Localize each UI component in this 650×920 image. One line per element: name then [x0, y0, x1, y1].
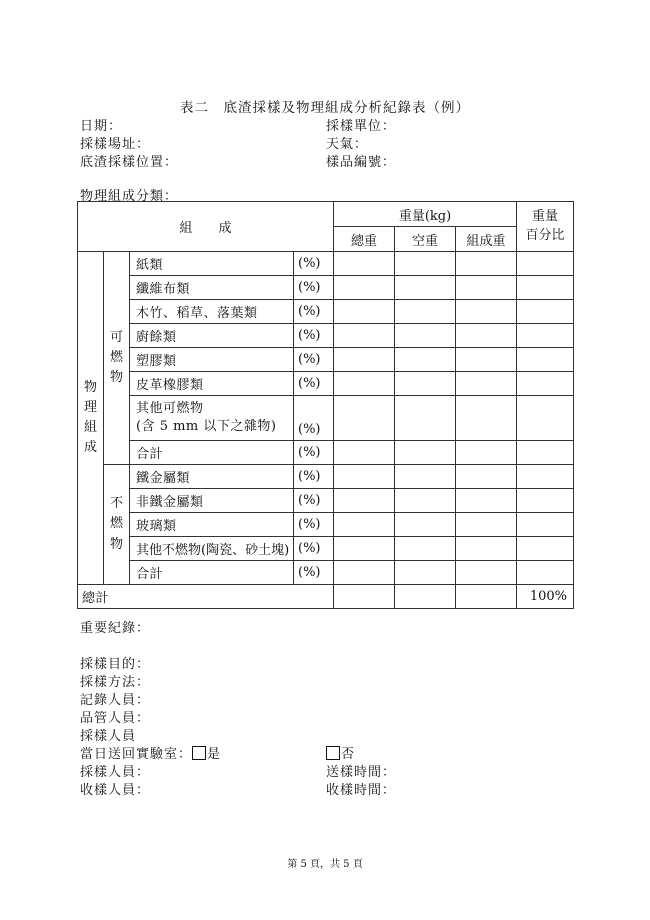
grand-total-percent: 100% [517, 585, 574, 609]
component-weight-header: 組成重 [456, 227, 517, 252]
weight-percent-line2: 百分比 [525, 227, 565, 243]
component-weight-cell[interactable] [456, 300, 517, 324]
sampling-site-label: 採樣場址： [80, 137, 151, 152]
combustible-item-name: 纖維布類 [130, 276, 294, 300]
sampler-label: 採樣人員： [80, 765, 151, 780]
receive-time-label: 收樣時間： [326, 783, 397, 798]
combustible-item-unit: (%) [294, 324, 334, 348]
combustible-item-name: 木竹、稻草、落葉類 [130, 300, 294, 324]
same-day-lab-row [80, 743, 221, 762]
total-weight-cell[interactable] [334, 300, 395, 324]
combustible-item-unit: (%) [294, 348, 334, 372]
component-weight-cell[interactable] [456, 585, 517, 609]
combustible-item-unit: (%) [294, 300, 334, 324]
sample-number-label: 樣品編號： [326, 155, 397, 170]
component-weight-cell[interactable] [456, 441, 517, 465]
total-weight-cell[interactable] [334, 561, 395, 585]
noncombustible-item-unit: (%) [294, 513, 334, 537]
component-weight-cell[interactable] [456, 372, 517, 396]
noncombustible-item-name: 鐵金屬類 [130, 465, 294, 489]
combustible-item-name: 紙類 [130, 252, 294, 276]
no-checkbox[interactable] [326, 746, 340, 760]
combustible-item-name: 皮革橡膠類 [130, 372, 294, 396]
component-weight-cell[interactable] [456, 489, 517, 513]
weight-percent-cell[interactable] [517, 300, 574, 324]
component-weight-cell[interactable] [456, 324, 517, 348]
empty-weight-cell[interactable] [395, 276, 456, 300]
weight-percent-line1: 重量 [531, 208, 558, 224]
empty-weight-cell[interactable] [395, 324, 456, 348]
weight-percent-header [517, 202, 574, 252]
receiver-label: 收樣人員： [80, 783, 151, 798]
total-weight-cell[interactable] [334, 585, 395, 609]
total-weight-cell[interactable] [334, 372, 395, 396]
important-record-label: 重要紀錄： [80, 621, 151, 636]
composition-table [77, 201, 574, 609]
total-weight-cell[interactable] [334, 465, 395, 489]
weight-percent-cell[interactable] [517, 396, 574, 441]
yes-label: 是 [207, 747, 222, 762]
combustible-item-name: 塑膠類 [130, 348, 294, 372]
empty-weight-cell[interactable] [395, 561, 456, 585]
total-weight-cell[interactable] [334, 276, 395, 300]
combustible-item-unit: (%) [294, 252, 334, 276]
component-weight-cell[interactable] [456, 465, 517, 489]
noncombustible-item-unit: (%) [294, 489, 334, 513]
empty-weight-cell[interactable] [395, 252, 456, 276]
weight-percent-cell[interactable] [517, 324, 574, 348]
sampling-method-label: 採樣方法： [80, 675, 151, 690]
weight-percent-cell[interactable] [517, 537, 574, 561]
total-weight-cell[interactable] [334, 348, 395, 372]
empty-weight-cell[interactable] [395, 396, 456, 441]
weight-kg-header: 重量(kg) [334, 202, 517, 227]
composition-header: 組 成 [78, 202, 334, 252]
empty-weight-cell[interactable] [395, 489, 456, 513]
page-footer: 第 5 頁，共 5 頁 [287, 859, 363, 870]
no-label: 否 [341, 747, 356, 762]
total-weight-cell[interactable] [334, 489, 395, 513]
combustible-item-unit: (%) [294, 276, 334, 300]
no-option [326, 743, 355, 762]
empty-weight-cell[interactable] [395, 348, 456, 372]
component-weight-cell[interactable] [456, 513, 517, 537]
weight-percent-cell[interactable] [517, 348, 574, 372]
combustible-item-name: 其他可燃物 [136, 400, 204, 416]
noncombustible-item-unit: (%) [294, 537, 334, 561]
empty-weight-cell[interactable] [395, 513, 456, 537]
combustible-item-unit: (%) [294, 372, 334, 396]
noncombustible-item-name: 玻璃類 [130, 513, 294, 537]
combustible-item-note: (含 5 mm 以下之雜物) [136, 419, 277, 434]
weight-percent-cell[interactable] [517, 489, 574, 513]
empty-weight-cell[interactable] [395, 585, 456, 609]
section-label: 物理組成分類： [80, 189, 179, 204]
physical-composition-group [78, 252, 104, 585]
weight-percent-cell[interactable] [517, 252, 574, 276]
empty-weight-cell[interactable] [395, 300, 456, 324]
total-weight-cell[interactable] [334, 537, 395, 561]
total-weight-cell[interactable] [334, 324, 395, 348]
noncombustible-item-name: 其他不燃物(陶瓷、砂土塊) [130, 537, 294, 561]
total-weight-cell[interactable] [334, 441, 395, 465]
total-weight-header: 總重 [334, 227, 395, 252]
noncombustible-subtotal-label: 合計 [130, 561, 294, 585]
combustible-item-other [130, 396, 294, 441]
component-weight-cell[interactable] [456, 396, 517, 441]
noncombustible-item-unit: (%) [294, 561, 334, 585]
weight-percent-cell[interactable] [517, 372, 574, 396]
physical-composition-label: 物 理 組 成 [83, 379, 97, 456]
recorder-label: 記錄人員： [80, 693, 151, 708]
weight-percent-cell[interactable] [517, 513, 574, 537]
combustible-item-unit: (%) [294, 441, 334, 465]
weight-percent-cell[interactable] [517, 441, 574, 465]
date-label: 日期： [80, 119, 123, 134]
grand-total-label: 總計 [78, 585, 334, 609]
weight-percent-cell[interactable] [517, 561, 574, 585]
noncombustible-item-unit: (%) [294, 465, 334, 489]
component-weight-cell[interactable] [456, 276, 517, 300]
yes-checkbox[interactable] [192, 746, 206, 760]
combustible-group [104, 252, 130, 465]
combustible-item-unit: (%) [294, 396, 334, 441]
component-weight-cell[interactable] [456, 348, 517, 372]
component-weight-cell[interactable] [456, 561, 517, 585]
document-title: 表二 底渣採樣及物理組成分析紀錄表（例） [180, 100, 470, 116]
weather-label: 天氣： [326, 137, 369, 152]
empty-weight-cell[interactable] [395, 537, 456, 561]
weight-percent-cell[interactable] [517, 465, 574, 489]
combustible-subtotal-label: 合計 [130, 441, 294, 465]
noncombustible-item-name: 非鐵金屬類 [130, 489, 294, 513]
noncombustible-group [104, 465, 130, 585]
empty-weight-cell[interactable] [395, 372, 456, 396]
same-day-lab-label: 當日送回實驗室： [80, 747, 193, 762]
noncombustible-label: 不 燃 物 [109, 496, 123, 552]
sampling-unit-label: 採樣單位： [326, 119, 397, 134]
send-time-label: 送樣時間： [326, 765, 397, 780]
empty-weight-header: 空重 [395, 227, 456, 252]
sampler-plain-label: 採樣人員 [80, 729, 137, 744]
combustible-label: 可 燃 物 [109, 329, 123, 386]
combustible-item-name: 廚餘類 [130, 324, 294, 348]
sampling-purpose-label: 採樣目的： [80, 657, 151, 672]
slag-position-label: 底渣採樣位置： [80, 155, 179, 170]
total-weight-cell[interactable] [334, 252, 395, 276]
empty-weight-cell[interactable] [395, 441, 456, 465]
total-weight-cell[interactable] [334, 396, 395, 441]
component-weight-cell[interactable] [456, 537, 517, 561]
component-weight-cell[interactable] [456, 252, 517, 276]
qc-label: 品管人員： [80, 711, 151, 726]
weight-percent-cell[interactable] [517, 276, 574, 300]
total-weight-cell[interactable] [334, 513, 395, 537]
empty-weight-cell[interactable] [395, 465, 456, 489]
